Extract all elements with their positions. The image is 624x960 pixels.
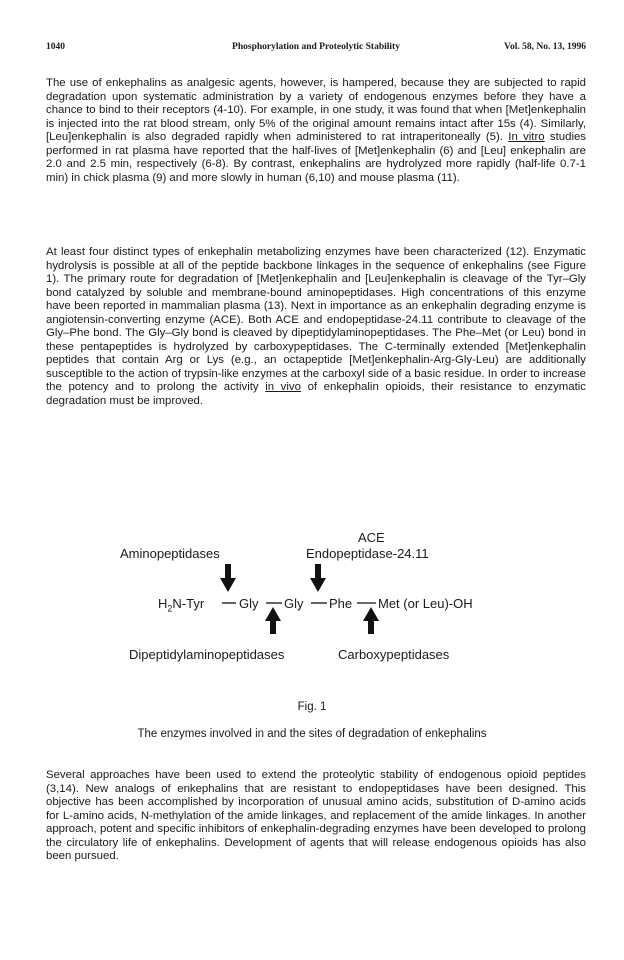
enzyme-dipeptidyl-label: Dipeptidylaminopeptidases xyxy=(129,647,285,662)
page-header xyxy=(46,42,586,56)
figure-number: Fig. 1 xyxy=(297,701,327,713)
journal-volume: Vol. 58, No. 13, 1996 xyxy=(504,42,586,52)
chain-met-leu: Met (or Leu)-OH xyxy=(378,596,473,611)
page-number: 1040 xyxy=(46,42,65,52)
arrow-up-carboxypeptidase xyxy=(363,607,379,634)
enzyme-carboxy-label: Carboxypeptidases xyxy=(338,647,450,662)
figure-caption: The enzymes involved in and the sites of degradation of enkephalins xyxy=(137,728,487,740)
chain-n-tyr: N-Tyr xyxy=(172,596,205,611)
paragraph2-text-b: of enkephalin opioids, their resistance to enzymatic degradation must be improved. xyxy=(46,381,586,407)
running-title: Phosphorylation and Proteolytic Stability xyxy=(232,42,400,52)
arrow-down-endopeptidase xyxy=(310,564,326,592)
paragraph-enkephalin-degradation xyxy=(46,77,586,185)
paragraph2-text-a: At least four distinct types of enkephalin metabolizing enzymes have been characterized (12). Enzymatic hydrolysis is possible at all of the peptide backbone linkages in the sequence of enkephalins (see Figure 1). The primary route for degradation of [Met]enkephalin and [Leu]enkephalin is cleavage of the Tyr–Gly bond catalyzed by soluble and membrane-bound aminopeptidases. High concentrations of this enzyme have been reported in mammalian plasma (13). Next in importance as an enkephalin degrading enzyme is angiotensin-converting enzyme (ACE). Both ACE and endopeptidase-24.11 contribute to cleavage of the Gly–Phe bond. The Gly–Gly bond is cleaved by dipeptidylaminopeptidases. The Phe–Met (or Leu) bond in these pentapeptides is hydrolyzed by carboxypeptidases. The C-terminally extended [Met]enkephalin peptides that contain Arg or Lys (e.g., an octapeptide [Met]enkephalin-Arg-Gly-Leu) are additionally susceptible to the action of trypsin-like enzymes at the carboxyl side of a basic residue. In order to increase the potency and to prolong the activity xyxy=(46,246,586,393)
paragraph1-text-a: The use of enkephalins as analgesic agents, however, is hampered, because they are subjected to rapid degradation upon systematic administration by a variety of endogenous enzymes before they have a chance to bind to their receptors (4-10). For example, in one study, it was found that when [Met]enkephalin is injected into the rat blood stream, only 5% of the original amount remains intact after 15s (4). Similarly, [Leu]enkephalin is also degraded rapidly when administered to rat intraperitoneally (5). xyxy=(46,77,586,143)
enzyme-aminopeptidases-label: Aminopeptidases xyxy=(120,546,220,561)
in-vivo-term: in vivo xyxy=(265,381,301,393)
paragraph-metabolizing-enzymes xyxy=(46,246,586,408)
enzyme-endopeptidase-label: Endopeptidase-24.11 xyxy=(306,546,429,561)
in-vitro-term: In vitro xyxy=(508,131,545,143)
chain-subscript-2: 2 xyxy=(167,603,173,614)
arrow-up-dipeptidyl xyxy=(265,607,281,634)
chain-gly-2: Gly xyxy=(284,596,304,611)
chain-n-terminus xyxy=(158,596,204,614)
enzyme-ace-label: ACE xyxy=(358,530,385,545)
chain-phe: Phe xyxy=(329,596,353,611)
chain-gly-1: Gly xyxy=(239,596,259,611)
chain-h-letter: H xyxy=(158,596,168,611)
arrow-down-aminopeptidases xyxy=(220,564,236,592)
paragraph-stability-approaches: Several approaches have been used to extend the proteolytic stability of endogenous opioid peptides (3,14). New analogs of enkephalins that are resistant to endopeptidases have been designed. This objective has been accomplished by incorporation of unusual amino acids, substitution of D-amino acids for L-amino acids, N-methylation of the amide linkages, and replacement of the amide linkages. In another approach, potent and specific inhibitors of enkephalin-degrading enzymes have been developed to prolong the circulatory life of enkephalins. Development of agents that will release endogenous opioids has also been pursued. xyxy=(46,769,586,862)
paragraph1-text-b: studies performed in rat plasma have reported that the half-lives of [Met]enkephalin (6) and [Leu] enkephalin are 2.0 and 2.5 min, respectively (6-8). By contrast, enkephalins are hydrolyzed more rapidly (half-life 0.7-1 min) in chick plasma (9) and more slowly in human (6,10) and mouse plasma (11). xyxy=(46,131,586,184)
